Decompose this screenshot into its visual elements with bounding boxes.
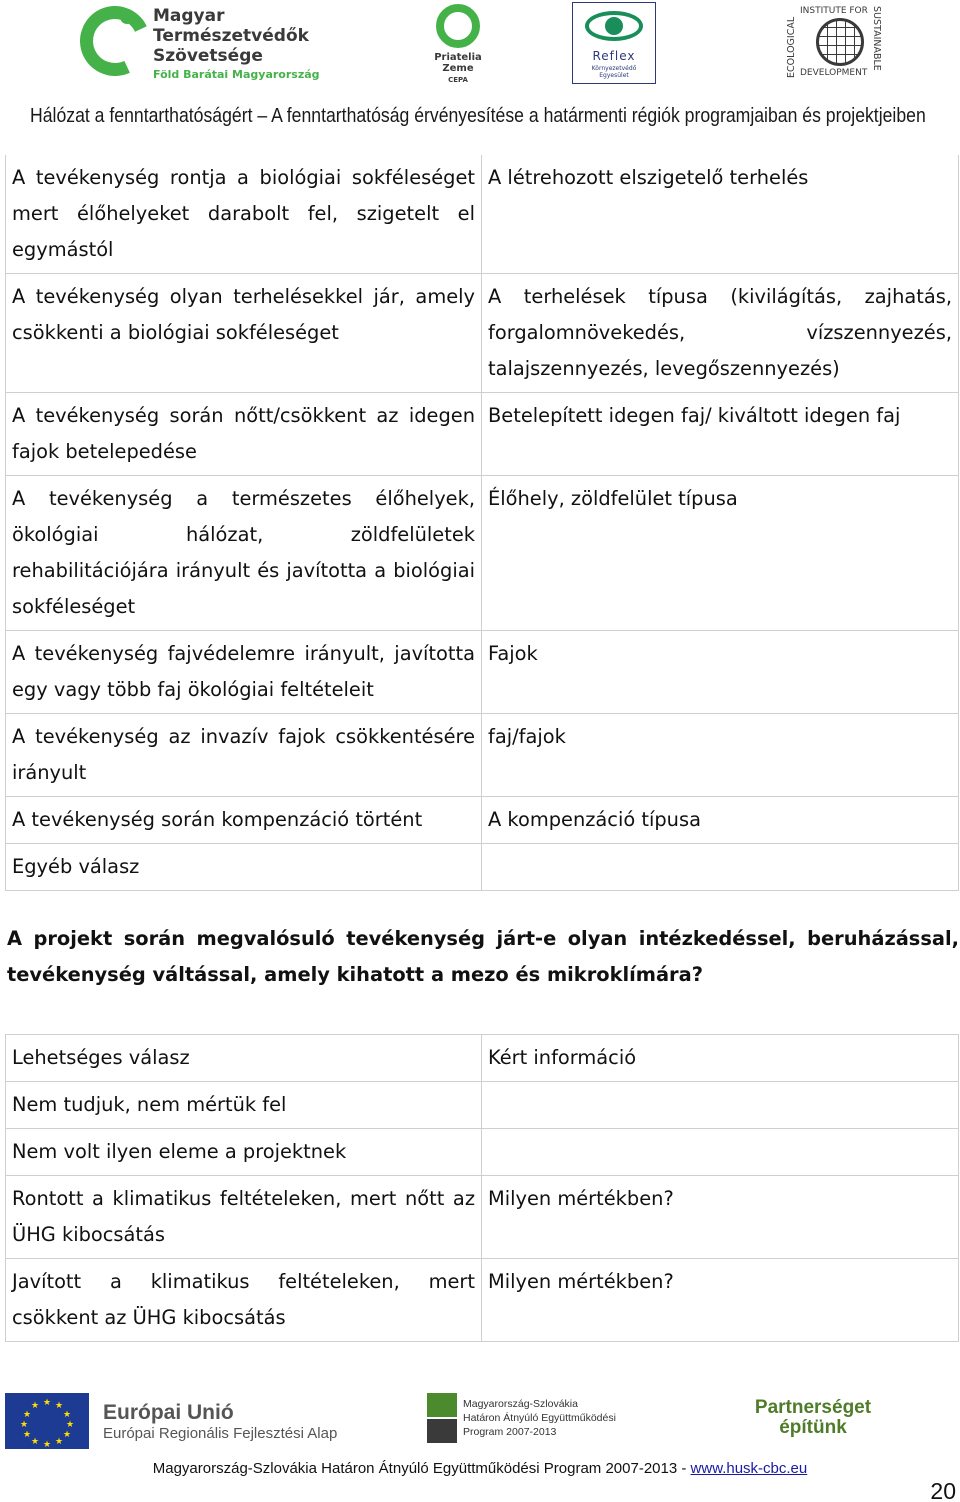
answer-cell: A tevékenység az invazív fajok csökkentésére irányult [6,714,482,797]
mtvsz-ring-icon [70,0,160,86]
table-row [6,797,959,844]
info-cell [482,1129,959,1176]
partner-line2: építünk [779,1417,847,1438]
partner-line1: Partnerséget [754,1397,872,1418]
table-row [6,631,959,714]
column-header-answer: Lehetséges válasz [6,1035,482,1082]
husk-line1: Magyarország-Szlovákia [463,1398,578,1410]
pz-line3: CEPA [448,76,468,84]
husk-logo-icon [427,1393,457,1443]
answer-cell: Nem tudjuk, nem mértük fel [6,1082,482,1129]
program-text: Magyarország-Szlovákia Határon Átnyúló Együttműködési Program 2007-2013 - [152,1460,691,1477]
answer-cell: A tevékenység során nőtt/csökkent az idegen fajok betelepedése [6,393,482,476]
table-row [6,1082,959,1129]
table-row [6,844,959,891]
answer-cell: A tevékenység során kompenzáció történt [6,797,482,844]
info-cell: Betelepített idegen faj/ kiváltott idegen faj [482,393,959,476]
star-icon: ★ [63,1430,72,1440]
mtvsz-line1: Magyar [153,6,225,26]
column-header-info: Kért információ [482,1035,959,1082]
answer-cell: A tevékenység olyan terhelésekkel jár, amely csökkenti a biológiai sokféleséget [6,274,482,393]
ecol-top-text: INSTITUTE FOR [800,6,868,16]
star-icon: ★ [55,1401,64,1411]
program-footer [0,1460,960,1477]
star-icon: ★ [55,1437,64,1447]
star-icon: ★ [43,1440,52,1450]
table-header-row [6,1035,959,1082]
husk-line3: Program 2007-2013 [463,1426,557,1438]
answer-cell: Javított a klimatikus feltételeken, mert csökkent az ÜHG kibocsátás [6,1259,482,1342]
globe-icon [816,18,864,66]
star-icon: ★ [63,1410,72,1420]
star-icon: ★ [23,1410,32,1420]
reflex-name: Reflex [592,49,636,63]
mtvsz-line2: Természetvédők [153,26,309,46]
husk-line2: Határon Átnyúló Együttműködési [463,1412,616,1424]
priatelia-zeme-logo [430,2,486,84]
climate-answers-table [5,1034,959,1342]
table-row [6,1129,959,1176]
star-icon: ★ [66,1420,75,1430]
pz-line1: Priatelia [434,52,482,63]
mtvsz-line4: Föld Barátai Magyarország [153,68,320,81]
info-cell: Fajok [482,631,959,714]
reflex-sub1: Környezetvédő [591,65,637,72]
table-row [6,155,959,274]
answer-cell: Rontott a klimatikus feltételeken, mert nőtt az ÜHG kibocsátás [6,1176,482,1259]
table-row [6,1259,959,1342]
ecol-bottom-text: DEVELOPMENT [800,68,868,78]
info-cell: Élőhely, zöldfelület típusa [482,476,959,631]
answer-cell: Nem volt ilyen eleme a projektnek [6,1129,482,1176]
info-cell [482,844,959,891]
program-link[interactable]: www.husk-cbc.eu [690,1460,808,1477]
biodiversity-answers-table [5,155,959,891]
star-icon: ★ [20,1420,29,1430]
star-icon: ★ [31,1401,40,1411]
page-number: 20 [930,1478,956,1502]
table-row [6,274,959,393]
table-row [6,714,959,797]
star-icon: ★ [43,1398,52,1408]
mtvsz-logo [80,4,330,84]
table-row [6,476,959,631]
eu-subtitle: Európai Regionális Fejlesztési Alap [103,1425,338,1442]
pupil-icon [605,17,623,35]
info-cell: Milyen mértékben? [482,1176,959,1259]
star-icon: ★ [31,1437,40,1447]
info-cell: Milyen mértékben? [482,1259,959,1342]
document-subtitle: Hálózat a fenntarthatóságért – A fenntarthatóság érvényesítése a határmenti régiók programjaiban és projektjeiben [30,104,926,127]
table-row [6,393,959,476]
mtvsz-line3: Szövetsége [153,46,263,66]
reflex-sub [573,65,655,79]
ecol-left-text: ECOLOGICAL [786,16,797,78]
info-cell: faj/fajok [482,714,959,797]
section-question: A projekt során megvalósuló tevékenység járt-e olyan intézkedéssel, beruházással, tevékenység váltással, amely kihatott a mezo és mikroklímára? [7,927,959,986]
answer-cell: A tevékenység a természetes élőhelyek, ökológiai hálózat, zöldfelületek rehabilitációjára irányult és javította a biológiai sokféleséget [6,476,482,631]
info-cell: A kompenzáció típusa [482,797,959,844]
info-cell [482,1082,959,1129]
reflex-logo [572,2,656,84]
ecol-right-text: SUSTAINABLE [871,6,882,71]
table-row [6,1176,959,1259]
info-cell: A létrehozott elszigetelő terhelés [482,155,959,274]
answer-cell: A tevékenység fajvédelemre irányult, javította egy vagy több faj ökológiai feltételeit [6,631,482,714]
eu-title: Európai Unió [103,1401,234,1424]
answer-cell: A tevékenység rontja a biológiai sokféleséget mert élőhelyeket darabolt fel, szigetelt el egymástól [6,155,482,274]
info-cell: A terhelések típusa (kivilágítás, zajhatás, forgalomnövekedés, vízszennyezés, talajszennyezés, levegőszennyezés) [482,274,959,393]
partnership-logo [738,1398,888,1438]
ecological-institute-logo [786,4,886,82]
pz-circle-icon [436,4,480,48]
reflex-sub2: Egyesület [599,72,629,79]
star-icon: ★ [23,1430,32,1440]
answer-cell: Egyéb válasz [6,844,482,891]
mtvsz-dot-icon [120,10,134,24]
pz-line2: Zeme [442,63,474,74]
eu-flag-icon [5,1393,89,1449]
